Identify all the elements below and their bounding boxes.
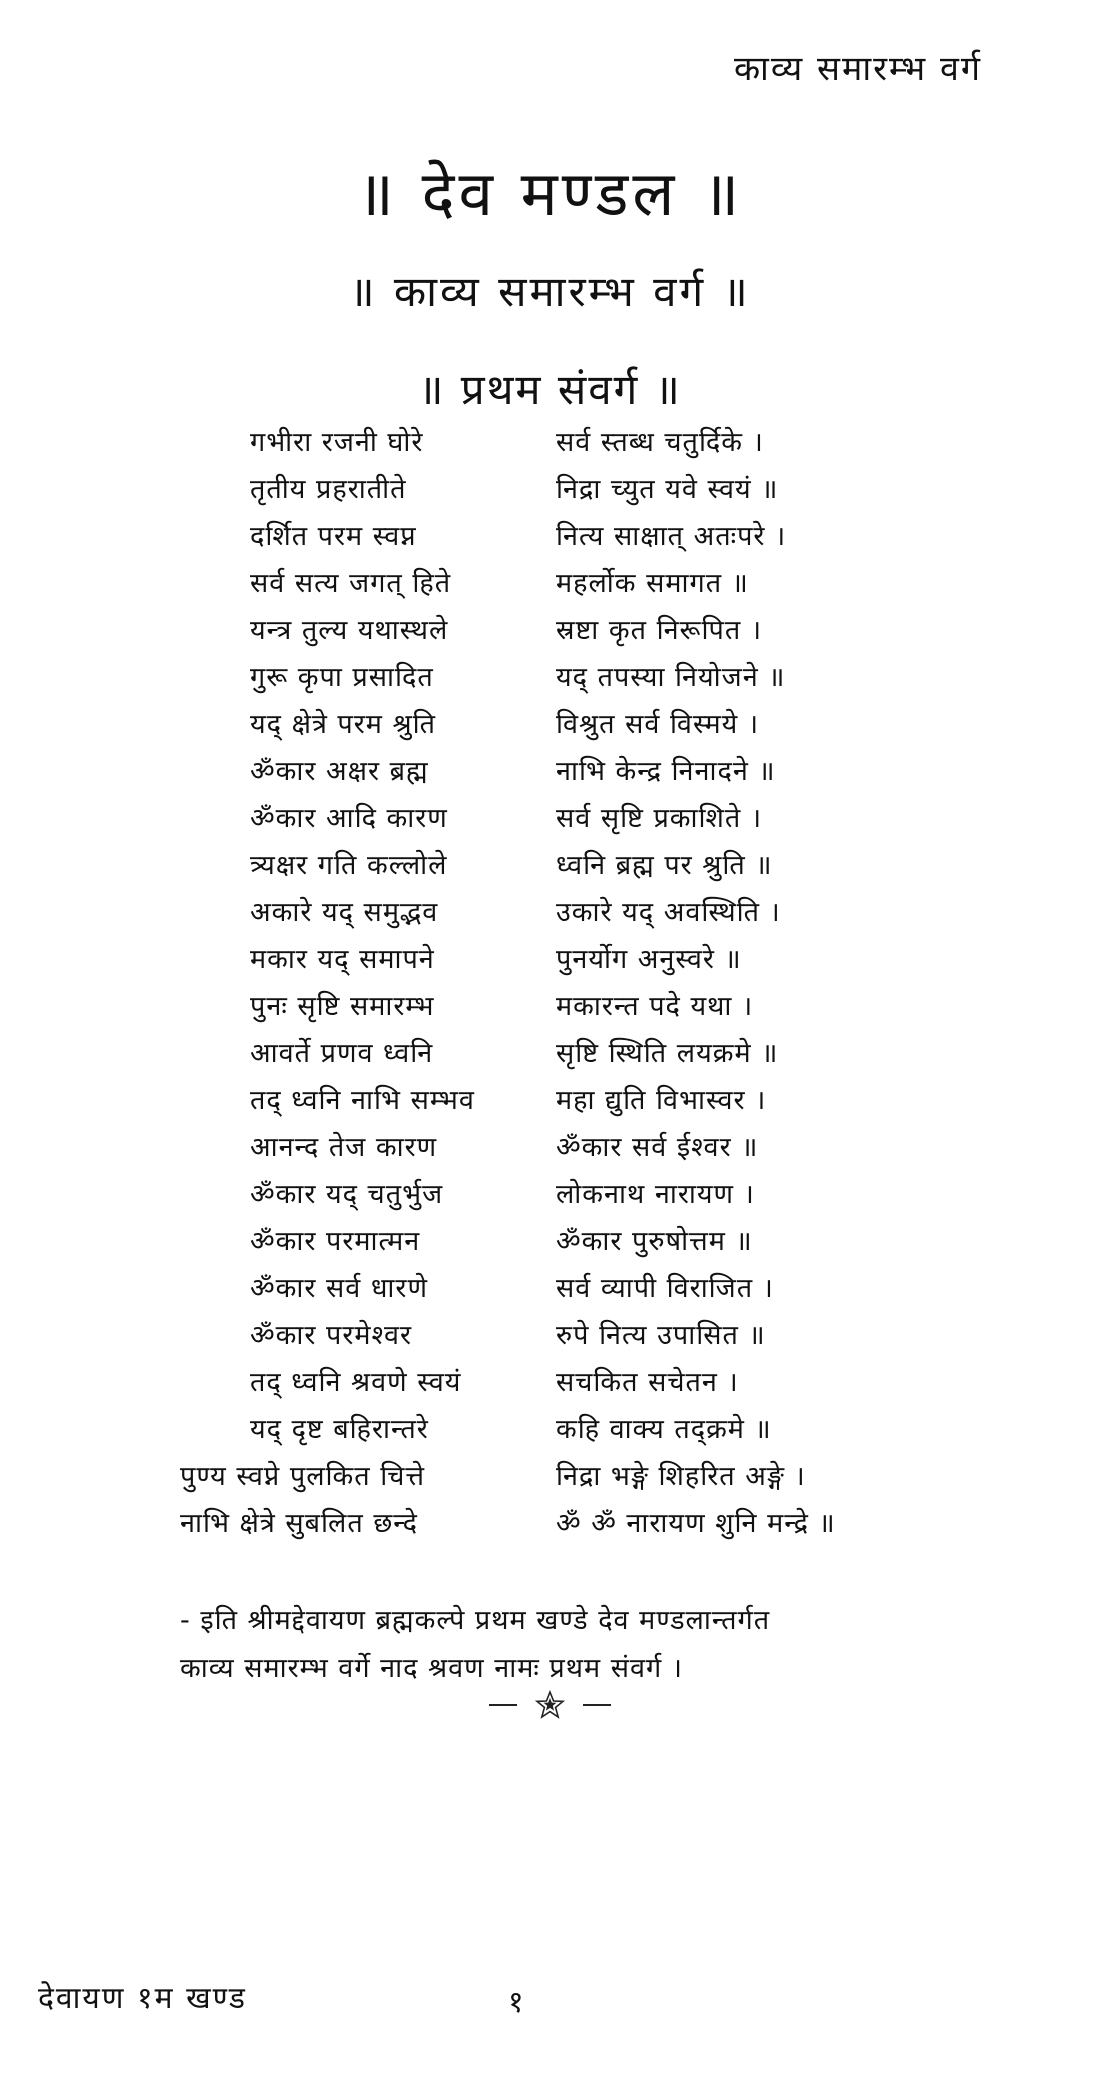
verse-second-half: विश्रुत सर्व विस्मये । xyxy=(556,709,760,740)
right-dash xyxy=(583,1704,611,1706)
verse-first-half: दर्शित परम स्वप्न xyxy=(250,521,417,552)
colophon-line-1: - इति श्रीमद्देवायण ब्रह्मकल्पे प्रथम खण्डे देव मण्डलान्तर्गत xyxy=(180,1605,771,1636)
verse-line xyxy=(0,559,1100,606)
verse-line xyxy=(0,465,1100,512)
verse-first-half: यद् दृष्ट बहिरान्तरे xyxy=(250,1414,429,1445)
verse-first-half: तृतीय प्रहरातीते xyxy=(250,474,407,505)
verse-line xyxy=(0,512,1100,559)
verse-first-half: यद् क्षेत्रे परम श्रुति xyxy=(250,709,437,740)
verse-first-half: ॐकार परमात्मन xyxy=(250,1226,421,1257)
verse-first-half: तद् ध्वनि श्रवणे स्वयं xyxy=(250,1367,462,1398)
verse-line xyxy=(0,982,1100,1029)
verse-first-half: ॐकार सर्व धारणे xyxy=(250,1273,428,1304)
verse-list xyxy=(0,418,1100,1546)
verse-first-half: यन्त्र तुल्य यथास्थले xyxy=(250,615,449,646)
star-icon xyxy=(535,1690,565,1720)
verse-second-half: नाभि केन्द्र निनादने ॥ xyxy=(556,756,776,787)
colophon-line-2: काव्य समारम्भ वर्गे नाद श्रवण नामः प्रथम संवर्ग । xyxy=(180,1653,684,1684)
verse-line xyxy=(0,1311,1100,1358)
verse-second-half: ॐ ॐ नारायण शुनि मन्द्रे ॥ xyxy=(556,1508,836,1539)
verse-second-half: सर्व स्तब्ध चतुर्दिके । xyxy=(556,427,764,458)
verse-second-half: निद्रा च्युत यवे स्वयं ॥ xyxy=(556,474,779,505)
verse-second-half: लोकनाथ नारायण । xyxy=(556,1179,755,1210)
verse-second-half: सर्व सृष्टि प्रकाशिते । xyxy=(556,803,763,834)
verse-second-half: उकारे यद् अवस्थिति । xyxy=(556,897,781,928)
left-dash xyxy=(489,1704,517,1706)
verse-second-half: महर्लोक समागत ॥ xyxy=(556,568,749,599)
verse-first-half: आवर्ते प्रणव ध्वनि xyxy=(250,1038,434,1069)
verse-line xyxy=(0,935,1100,982)
verse-line xyxy=(0,1499,1100,1546)
verse-line xyxy=(0,1076,1100,1123)
verse-second-half: ॐकार सर्व ईश्वर ॥ xyxy=(556,1132,759,1163)
chapter-title: ॥ देव मण्डल ॥ xyxy=(356,157,744,230)
verse-first-half: गुरू कृपा प्रसादित xyxy=(250,662,434,693)
verse-first-half: ॐकार आदि कारण xyxy=(250,803,448,834)
verse-first-half: अकारे यद् समुद्भव xyxy=(250,897,439,928)
verse-first-half: ॐकार परमेश्वर xyxy=(250,1320,413,1351)
chapter-subtitle: ॥ काव्य समारम्भ वर्ग ॥ xyxy=(349,267,751,316)
verse-first-half: तद् ध्वनि नाभि सम्भव xyxy=(250,1085,475,1116)
verse-line xyxy=(0,606,1100,653)
running-head: काव्य समारम्भ वर्ग xyxy=(733,49,982,89)
verse-second-half: यद् तपस्या नियोजने ॥ xyxy=(556,662,786,693)
verse-line xyxy=(0,794,1100,841)
ornament-divider xyxy=(0,1690,1100,1720)
verse-line xyxy=(0,1217,1100,1264)
verse-second-half: सचकित सचेतन । xyxy=(556,1367,739,1398)
verse-second-half: ध्वनि ब्रह्म पर श्रुति ॥ xyxy=(556,850,773,881)
verse-first-half: ॐकार अक्षर ब्रह्म xyxy=(250,756,429,787)
footer-book-title: देवायण १म खण्ड xyxy=(38,1981,247,2016)
verse-line xyxy=(0,1405,1100,1452)
verse-first-half: पुण्य स्वप्ने पुलकित चित्ते xyxy=(180,1461,426,1492)
verse-first-half: नाभि क्षेत्रे सुबलित छन्दे xyxy=(180,1508,418,1539)
verse-second-half: पुनर्योग अनुस्वरे ॥ xyxy=(556,944,742,975)
verse-first-half: गभीरा रजनी घोरे xyxy=(250,427,424,458)
section-title: ॥ प्रथम संवर्ग ॥ xyxy=(418,365,682,414)
verse-line xyxy=(0,841,1100,888)
verse-second-half: मकारन्त पदे यथा । xyxy=(556,991,754,1022)
page-number: १ xyxy=(508,1985,524,2020)
verse-second-half: महा द्युति विभास्वर । xyxy=(556,1085,767,1116)
verse-second-half: स्रष्टा कृत निरूपित । xyxy=(556,615,763,646)
verse-line xyxy=(0,888,1100,935)
verse-line xyxy=(0,418,1100,465)
verse-line xyxy=(0,1358,1100,1405)
verse-first-half: त्र्यक्षर गति कल्लोले xyxy=(250,850,448,881)
verse-line xyxy=(0,747,1100,794)
verse-line xyxy=(0,1123,1100,1170)
verse-line xyxy=(0,1170,1100,1217)
verse-first-half: आनन्द तेज कारण xyxy=(250,1132,438,1163)
verse-second-half: निद्रा भङ्गे शिहरित अङ्गे । xyxy=(556,1461,806,1492)
verse-first-half: पुनः सृष्टि समारम्भ xyxy=(250,991,435,1022)
verse-line xyxy=(0,1264,1100,1311)
verse-first-half: सर्व सत्य जगत् हिते xyxy=(250,568,452,599)
verse-line xyxy=(0,700,1100,747)
verse-second-half: सृष्टि स्थिति लयक्रमे ॥ xyxy=(556,1038,779,1069)
verse-first-half: मकार यद् समापने xyxy=(250,944,435,975)
verse-line xyxy=(0,1029,1100,1076)
verse-second-half: कहि वाक्य तद्क्रमे ॥ xyxy=(556,1414,772,1445)
verse-second-half: सर्व व्यापी विराजित । xyxy=(556,1273,774,1304)
verse-first-half: ॐकार यद् चतुर्भुज xyxy=(250,1179,444,1210)
verse-line xyxy=(0,1452,1100,1499)
verse-second-half: ॐकार पुरुषोत्तम ॥ xyxy=(556,1226,753,1257)
verse-second-half: नित्य साक्षात् अतःपरे । xyxy=(556,521,787,552)
verse-line xyxy=(0,653,1100,700)
verse-second-half: रुपे नित्य उपासित ॥ xyxy=(556,1320,766,1351)
colophon xyxy=(180,1597,900,1693)
